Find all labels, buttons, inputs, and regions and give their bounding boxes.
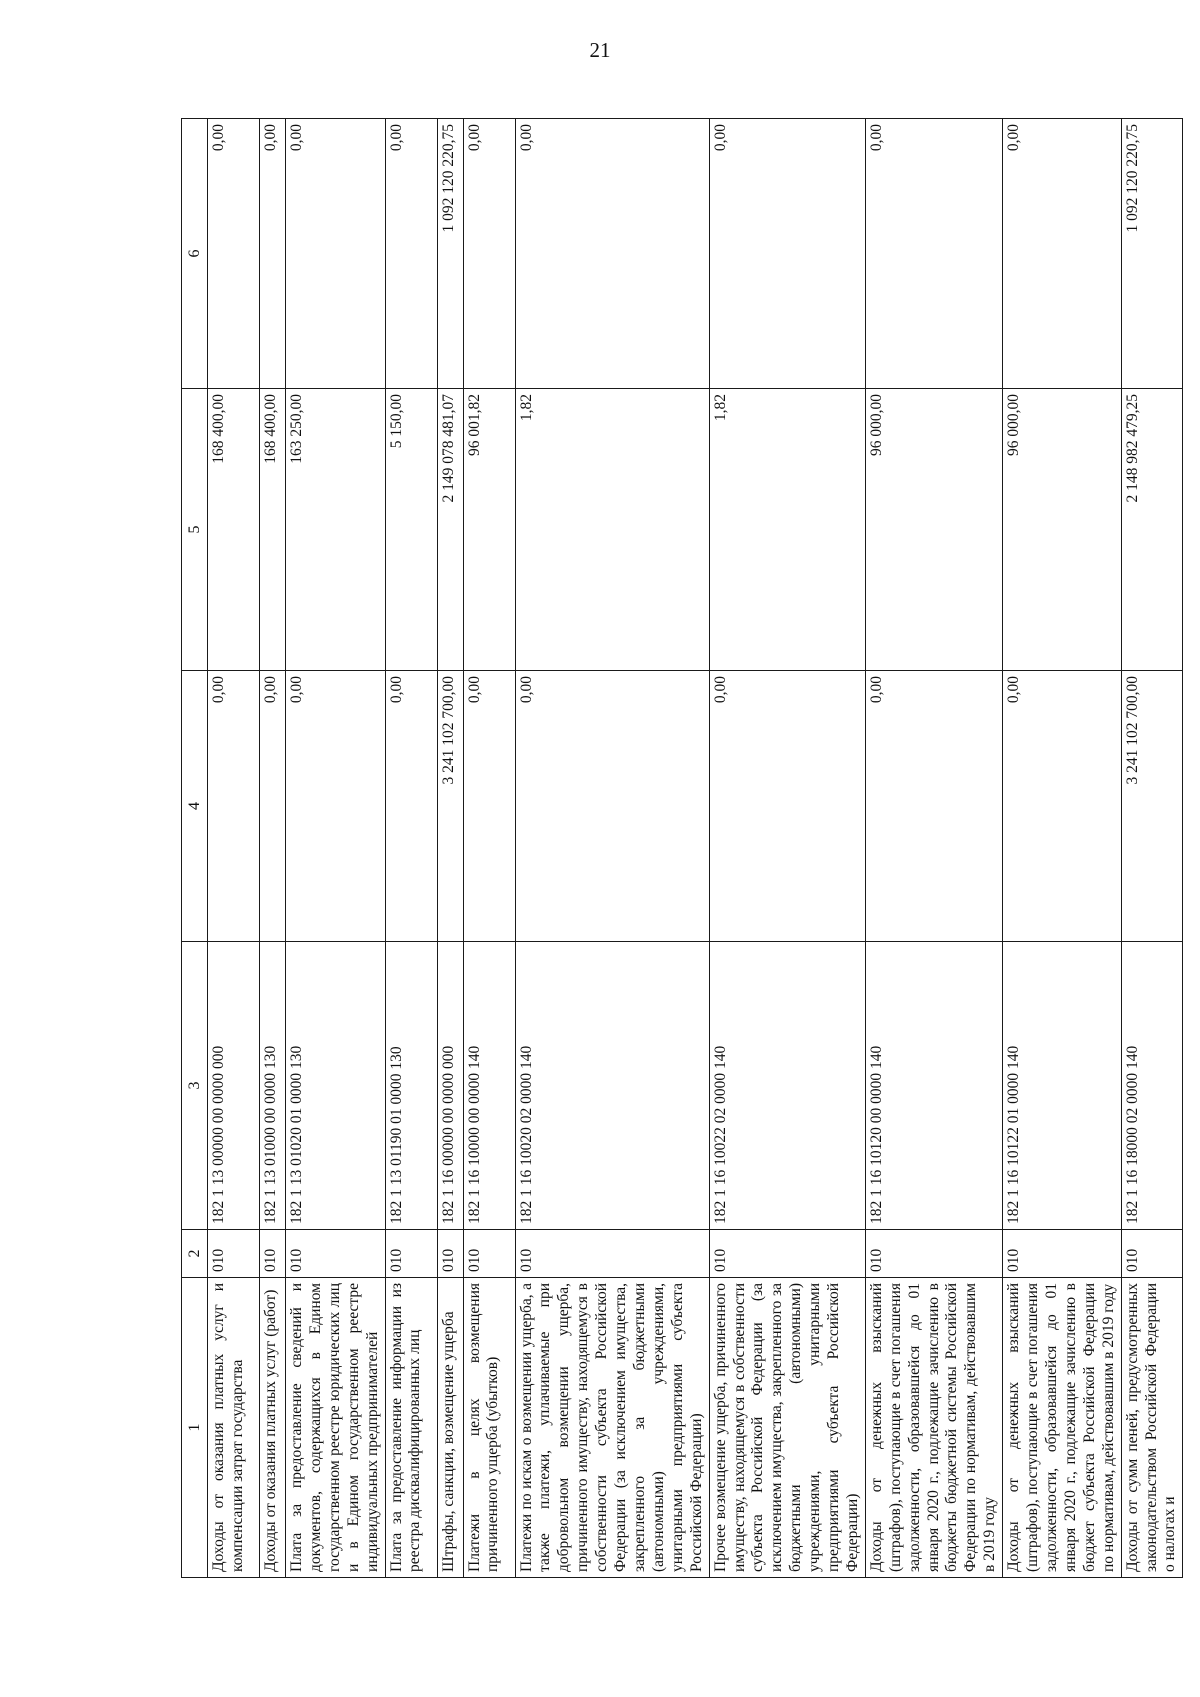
row-col-6: 0,00 bbox=[515, 119, 709, 389]
table-row bbox=[515, 119, 709, 1578]
row-col-6: 0,00 bbox=[385, 119, 437, 389]
row-col-5: 96 001,82 bbox=[463, 389, 515, 671]
row-kbk: 182 1 16 18000 02 0000 140 bbox=[1121, 942, 1183, 1230]
table-row bbox=[865, 119, 1002, 1578]
row-col-5: 1,82 bbox=[709, 389, 865, 671]
row-col-4: 0,00 bbox=[286, 671, 386, 942]
page-number: 21 bbox=[589, 38, 611, 62]
revenue-table bbox=[181, 118, 1183, 1578]
row-name: Платежи по искам о возмещении ущерба, а также платежи, уплачиваемые при добровольном возмещении ущерба, причиненного имуществу, находящемуся в собственности субъекта Российской Федерации (за исключением имущества, закрепленного за бюджетными (автономными) учреждениями, унитарными предприятиями субъекта Российской Федерации) bbox=[515, 1278, 709, 1578]
row-kbk: 182 1 13 01190 01 0000 130 bbox=[385, 942, 437, 1230]
header-row bbox=[182, 119, 208, 1578]
table-row bbox=[1121, 119, 1183, 1578]
row-name: Плата за предоставление сведений и документов, содержащихся в Едином государственном реестре юридических лиц и в Едином государственном реестре индивидуальных предпринимателей bbox=[286, 1278, 386, 1578]
row-name: Доходы от денежных взысканий (штрафов), поступающие в счет погашения задолженности, образовавшейся до 01 января 2020 г., подлежащие зачислению в бюджеты бюджетной системы Российской Федерации по нормативам, действовавшим в 2019 году bbox=[865, 1278, 1002, 1578]
row-kbk: 182 1 16 10000 00 0000 140 bbox=[463, 942, 515, 1230]
row-col-4: 0,00 bbox=[515, 671, 709, 942]
row-col-6: 0,00 bbox=[709, 119, 865, 389]
row-col-4: 0,00 bbox=[1003, 671, 1121, 942]
header-col-4: 4 bbox=[182, 671, 208, 942]
row-kbk: 182 1 16 10122 01 0000 140 bbox=[1003, 942, 1121, 1230]
header-col-5: 5 bbox=[182, 389, 208, 671]
row-kbk: 182 1 16 00000 00 0000 000 bbox=[437, 942, 463, 1230]
row-code: 010 bbox=[260, 1230, 286, 1278]
row-col-4: 3 241 102 700,00 bbox=[1121, 671, 1183, 942]
row-name: Платежи в целях возмещения причиненного ущерба (убытков) bbox=[463, 1278, 515, 1578]
row-kbk: 182 1 13 01000 00 0000 130 bbox=[260, 942, 286, 1230]
table-row bbox=[1003, 119, 1121, 1578]
table-row bbox=[385, 119, 437, 1578]
row-name: Прочее возмещение ущерба, причиненного имуществу, находящемуся в собственности субъекта Российской Федерации (за исключением имущества, закрепленного за бюджетными (автономными) учреждениями, унитарными предприятиями субъекта Российской Федерации) bbox=[709, 1278, 865, 1578]
row-code: 010 bbox=[1003, 1230, 1121, 1278]
row-name: Плата за предоставление информации из реестра дисквалифицированных лиц bbox=[385, 1278, 437, 1578]
row-col-5: 168 400,00 bbox=[208, 389, 260, 671]
header-col-3: 3 bbox=[182, 942, 208, 1230]
row-col-6: 0,00 bbox=[286, 119, 386, 389]
table-row bbox=[709, 119, 865, 1578]
header-col-6: 6 bbox=[182, 119, 208, 389]
rotated-table-wrapper bbox=[181, 119, 1179, 1578]
row-kbk: 182 1 16 10022 02 0000 140 bbox=[709, 942, 865, 1230]
row-col-6: 0,00 bbox=[208, 119, 260, 389]
row-col-4: 0,00 bbox=[260, 671, 286, 942]
row-code: 010 bbox=[1121, 1230, 1183, 1278]
row-col-4: 0,00 bbox=[865, 671, 1002, 942]
header-col-1: 1 bbox=[182, 1278, 208, 1578]
row-code: 010 bbox=[865, 1230, 1002, 1278]
row-code: 010 bbox=[385, 1230, 437, 1278]
row-col-5: 163 250,00 bbox=[286, 389, 386, 671]
row-col-5: 96 000,00 bbox=[865, 389, 1002, 671]
header-col-2: 2 bbox=[182, 1230, 208, 1278]
row-kbk: 182 1 13 01020 01 0000 130 bbox=[286, 942, 386, 1230]
row-code: 010 bbox=[437, 1230, 463, 1278]
row-col-6: 1 092 120 220,75 bbox=[1121, 119, 1183, 389]
table-row bbox=[437, 119, 463, 1578]
table-row bbox=[260, 119, 286, 1578]
row-col-6: 0,00 bbox=[865, 119, 1002, 389]
row-kbk: 182 1 13 00000 00 0000 000 bbox=[208, 942, 260, 1230]
row-col-6: 0,00 bbox=[1003, 119, 1121, 389]
row-name: Штрафы, санкции, возмещение ущерба bbox=[437, 1278, 463, 1578]
row-code: 010 bbox=[463, 1230, 515, 1278]
row-code: 010 bbox=[709, 1230, 865, 1278]
row-col-5: 168 400,00 bbox=[260, 389, 286, 671]
row-col-5: 2 149 078 481,07 bbox=[437, 389, 463, 671]
row-col-4: 0,00 bbox=[463, 671, 515, 942]
row-col-6: 0,00 bbox=[463, 119, 515, 389]
table-row bbox=[463, 119, 515, 1578]
row-kbk: 182 1 16 10020 02 0000 140 bbox=[515, 942, 709, 1230]
row-col-5: 2 148 982 479,25 bbox=[1121, 389, 1183, 671]
row-name: Доходы от оказания платных услуг (работ) bbox=[260, 1278, 286, 1578]
row-col-4: 0,00 bbox=[208, 671, 260, 942]
row-name: Доходы от сумм пеней, предусмотренных законодательством Российской Федерации о налогах и bbox=[1121, 1278, 1183, 1578]
row-col-5: 5 150,00 bbox=[385, 389, 437, 671]
row-col-6: 1 092 120 220,75 bbox=[437, 119, 463, 389]
row-name: Доходы от оказания платных услуг и компенсации затрат государства bbox=[208, 1278, 260, 1578]
row-col-5: 1,82 bbox=[515, 389, 709, 671]
row-code: 010 bbox=[286, 1230, 386, 1278]
table-row bbox=[286, 119, 386, 1578]
row-col-6: 0,00 bbox=[260, 119, 286, 389]
row-code: 010 bbox=[208, 1230, 260, 1278]
row-col-4: 0,00 bbox=[709, 671, 865, 942]
row-kbk: 182 1 16 10120 00 0000 140 bbox=[865, 942, 1002, 1230]
row-col-4: 3 241 102 700,00 bbox=[437, 671, 463, 942]
row-code: 010 bbox=[515, 1230, 709, 1278]
row-name: Доходы от денежных взысканий (штрафов), поступающие в счет погашения задолженности, образовавшейся до 01 января 2020 г., подлежащие зачислению в бюджет субъекта Российской Федерации по нормативам, действовавшим в 2019 году bbox=[1003, 1278, 1121, 1578]
table-row bbox=[208, 119, 260, 1578]
row-col-4: 0,00 bbox=[385, 671, 437, 942]
row-col-5: 96 000,00 bbox=[1003, 389, 1121, 671]
